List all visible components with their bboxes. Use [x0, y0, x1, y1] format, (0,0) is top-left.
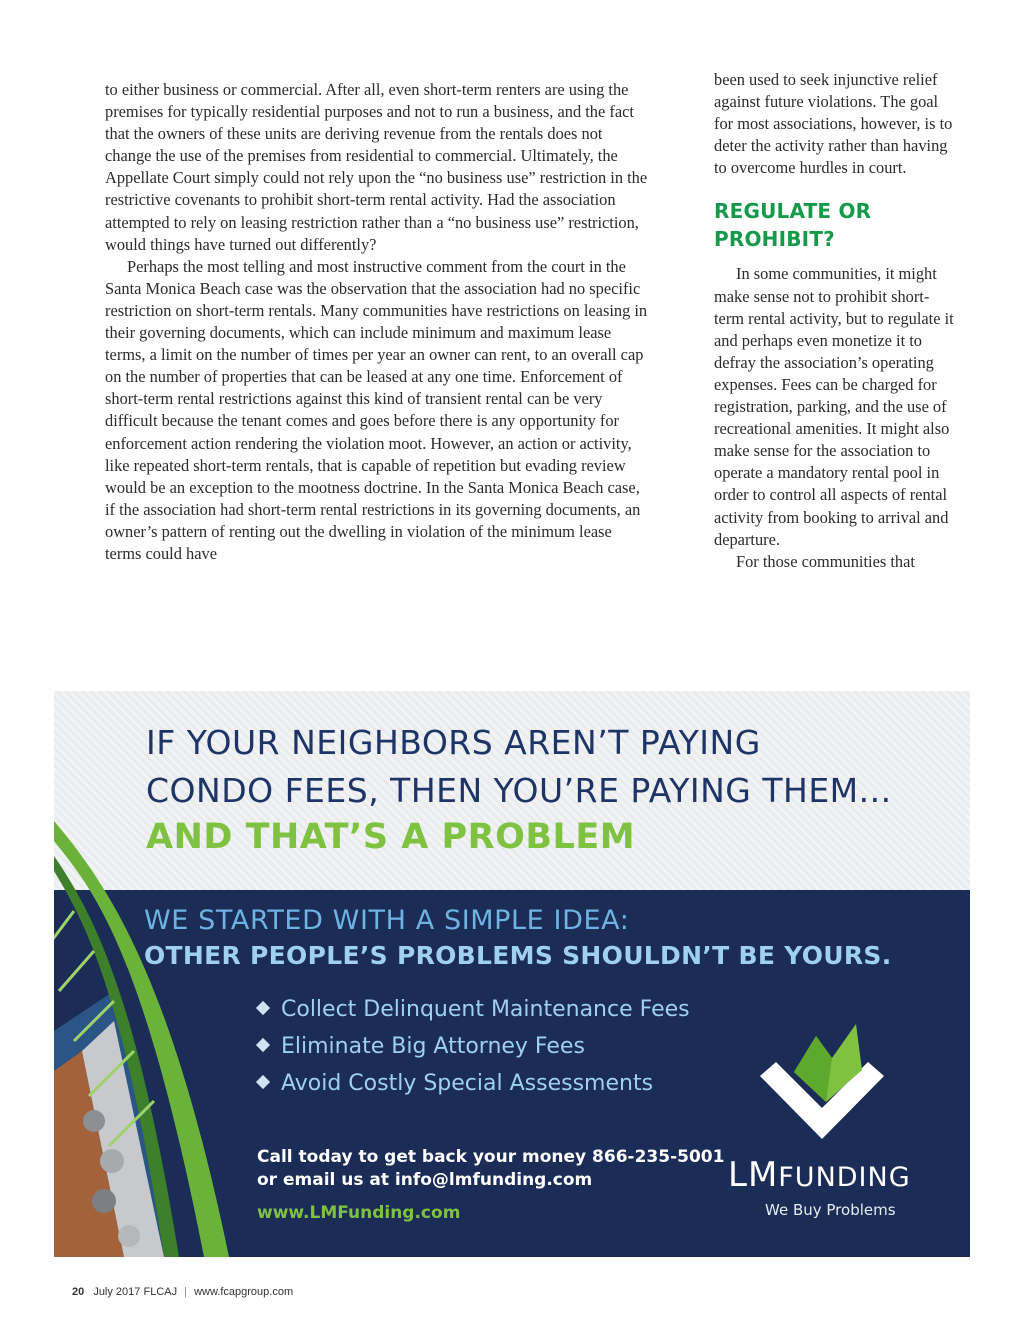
page-footer [72, 1286, 293, 1298]
subhead-line: PROHIBIT? [714, 227, 835, 252]
ad-intro-line: OTHER PEOPLE’S PROBLEMS SHOULDN’T BE YOURS. [144, 941, 892, 970]
article-main-column [105, 79, 650, 565]
ad-email-line: or email us at info@lmfunding.com [257, 1170, 593, 1190]
ad-call-to-action: Call today to get back your money 866-235-5001 [257, 1147, 725, 1167]
issue-date: July 2017 [93, 1286, 141, 1298]
ad-intro-line: WE STARTED WITH A SIMPLE IDEA: [144, 905, 630, 936]
publication-name: FLCAJ [143, 1286, 178, 1298]
ad-headline-line: CONDO FEES, THEN YOU’RE PAYING THEM... [146, 771, 892, 810]
article-paragraph: to either business or commercial. After all, even short-term renters are using the premises for typically residential purposes and not to run a business, and the fact that the owners of these units are deriving revenue from the rentals does not change the use of the premises from residential to commercial. Ultimately, the Appellate Court simply could not rely upon the “no business use” restriction in the restrictive covenants to prohibit short-term rental activity. Had the association attempted to rely on leasing restriction rather than a “no business use” restriction, would things have turned out differently? [105, 80, 648, 254]
logo-lm-text: LM [728, 1155, 779, 1195]
ad-benefit-item [258, 1065, 690, 1102]
ad-benefit-item [258, 1028, 690, 1065]
article-paragraph: been used to seek injunctive relief against future violations. The goal for most associations, however, is to deter the activity rather than having to overcome hurdles in court. [714, 70, 953, 178]
logo-wordmark [728, 1155, 911, 1195]
footer-separator: | [184, 1286, 188, 1298]
article-paragraph: For those communities that [736, 551, 915, 571]
subhead-line: REGULATE OR [714, 199, 872, 224]
diamond-bullet-icon [256, 1038, 270, 1052]
footer-url[interactable]: www.fcapgroup.com [194, 1286, 294, 1298]
diamond-bullet-icon [256, 1001, 270, 1015]
ad-benefit-text: Eliminate Big Attorney Fees [281, 1034, 585, 1059]
ad-benefit-text: Avoid Costly Special Assessments [281, 1071, 654, 1096]
ad-website-link[interactable]: www.LMFunding.com [257, 1203, 461, 1223]
ad-benefit-item [258, 991, 690, 1028]
ad-headline-emphasis: AND THAT’S A PROBLEM [146, 817, 636, 857]
section-subhead [714, 197, 959, 253]
ad-headline-line: IF YOUR NEIGHBORS AREN’T PAYING [146, 723, 761, 762]
article-paragraph: In some communities, it might make sense not to prohibit short-term rental activity, but to regulate it and perhaps even monetize it to defray the association’s operating expenses. Fees can be charged for registration, parking, and the use of recreational amenities. It might also make sense for the association to operate a mandatory rental pool in order to control all aspects of rental activity from booking to arrival and departure. [714, 264, 954, 549]
lmfunding-advertisement [54, 691, 970, 1257]
ad-benefit-list [258, 991, 690, 1102]
page-number: 20 [72, 1286, 85, 1298]
logo-tagline: We Buy Problems [765, 1201, 896, 1219]
logo-funding-text: FUNDING [778, 1162, 911, 1193]
article-side-column [714, 69, 959, 573]
lmfunding-logo-icon [760, 1024, 884, 1139]
diamond-bullet-icon [256, 1075, 270, 1089]
ad-benefit-text: Collect Delinquent Maintenance Fees [281, 997, 690, 1022]
article-paragraph: Perhaps the most telling and most instructive comment from the court in the Santa Monica Beach case was the observation that the association had no specific restriction on short-term rentals. Many communities have restrictions on leasing in their governing documents, which can include minimum and maximum lease terms, a limit on the number of times per year an owner can rent, to an overall cap on the number of properties that can be leased at any one time. Enforcement of short-term rental restrictions against this kind of transient rental can be very difficult because the tenant comes and goes before there is any opportunity for enforcement action rendering the violation moot. However, an action or activity, like repeated short-term rentals, that is capable of repetition but evading review would be an exception to the mootness doctrine. In the Santa Monica Beach case, if the association had short-term rental restrictions in its governing documents, an owner’s pattern of renting out the dwelling in violation of the minimum lease terms could have [105, 256, 648, 563]
